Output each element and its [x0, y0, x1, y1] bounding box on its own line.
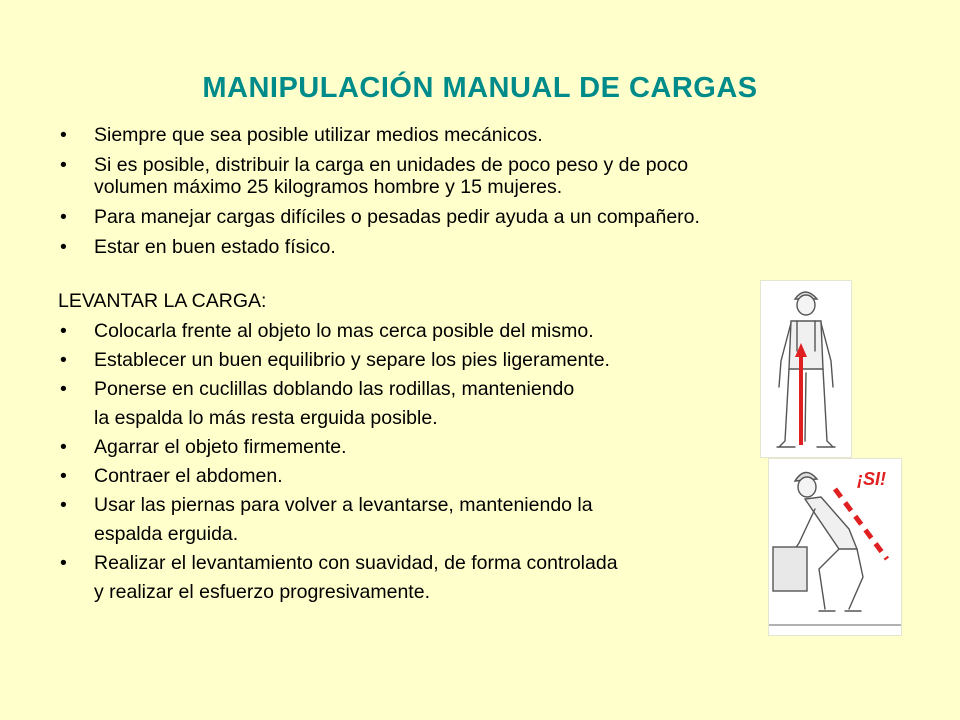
item-text: Agarrar el objeto firmemente.: [94, 436, 347, 458]
bullet: •: [60, 465, 67, 487]
list-item: [58, 378, 858, 429]
item-text: Estar en buen estado físico.: [94, 236, 336, 258]
squatting-posture-figure: [768, 458, 902, 636]
list-item: [58, 124, 858, 146]
item-text: Realizar el levantamiento con suavidad, de forma controlada: [94, 552, 618, 574]
bullet: •: [60, 154, 67, 176]
bullet: •: [60, 236, 67, 258]
standing-worker-illustration: [761, 281, 851, 457]
list-item: [58, 206, 858, 228]
item-text-cont: la espalda lo más resta erguida posible.: [94, 407, 438, 429]
general-list: [58, 124, 858, 258]
bullet: •: [60, 494, 67, 516]
list-item: [58, 552, 858, 603]
item-text: Contraer el abdomen.: [94, 465, 283, 487]
lift-list: [58, 320, 858, 603]
item-text: Siempre que sea posible utilizar medios mecánicos.: [94, 124, 543, 146]
list-item: [58, 436, 858, 458]
bullet: •: [60, 206, 67, 228]
page-title: MANIPULACIÓN MANUAL DE CARGAS: [202, 72, 758, 104]
item-text: Si es posible, distribuir la carga en unidades de poco peso y de poco: [94, 154, 689, 176]
item-text-cont: volumen máximo 25 kilogramos hombre y 15 mujeres.: [94, 176, 563, 198]
item-text: Usar las piernas para volver a levantarse, manteniendo la: [94, 494, 593, 516]
squatting-worker-illustration: [769, 459, 901, 635]
si-label: ¡SI!: [857, 469, 886, 489]
item-text-cont: espalda erguida.: [94, 523, 239, 545]
bullet: •: [60, 436, 67, 458]
bullet: •: [60, 124, 67, 146]
list-item: [58, 236, 858, 258]
list-item: [58, 349, 858, 371]
item-text: Establecer un buen equilibrio y separe los pies ligeramente.: [94, 349, 610, 371]
list-item: [58, 154, 858, 198]
list-item: [58, 320, 858, 342]
section-heading: LEVANTAR LA CARGA:: [58, 290, 267, 312]
item-text: Colocarla frente al objeto lo mas cerca posible del mismo.: [94, 320, 594, 342]
standing-posture-figure: [760, 280, 852, 458]
bullet: •: [60, 378, 67, 400]
list-item: [58, 465, 858, 487]
bullet: •: [60, 320, 67, 342]
bullet: •: [60, 349, 67, 371]
item-text-cont: y realizar el esfuerzo progresivamente.: [94, 581, 430, 603]
item-text: Para manejar cargas difíciles o pesadas pedir ayuda a un compañero.: [94, 206, 700, 228]
bullet: •: [60, 552, 67, 574]
list-item: [58, 494, 858, 545]
item-text: Ponerse en cuclillas doblando las rodillas, manteniendo: [94, 378, 575, 400]
